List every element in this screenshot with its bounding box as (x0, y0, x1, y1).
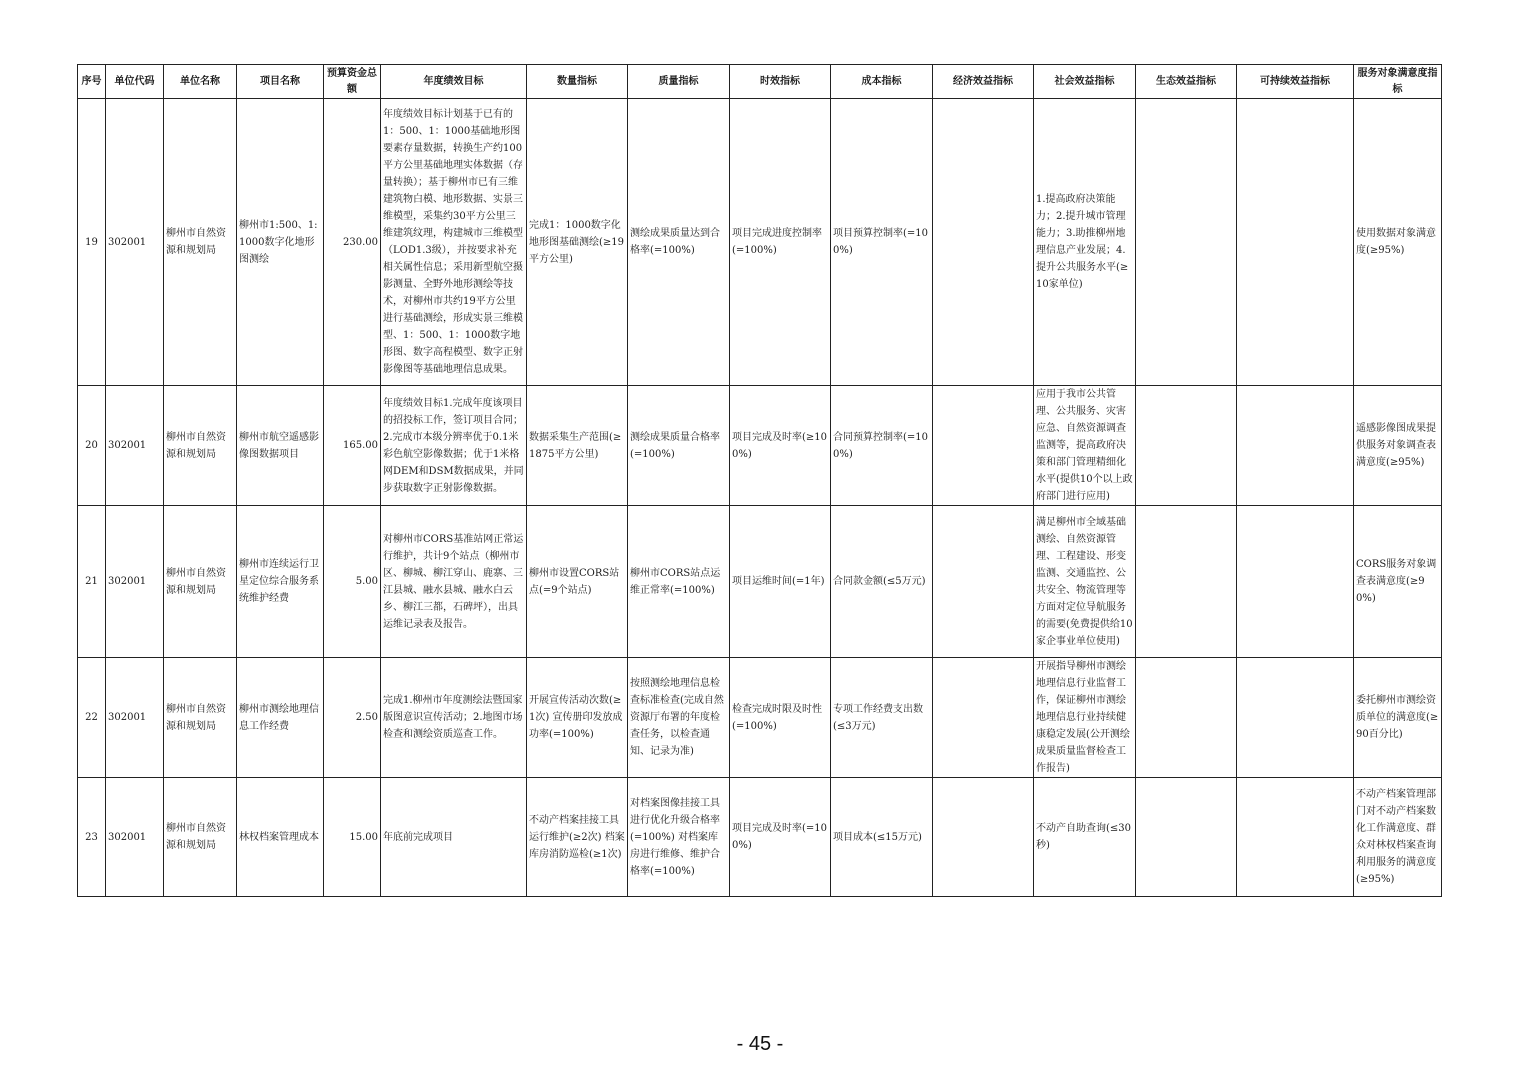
cell-sustainable (1237, 99, 1354, 386)
cell-unit-code: 302001 (106, 506, 164, 658)
cell-economic (933, 99, 1034, 386)
cell-social: 不动产自助查询(≤30秒) (1034, 778, 1136, 897)
cell-project-name: 柳州市1:500、1:1000数字化地形图测绘 (237, 99, 324, 386)
cell-budget: 2.50 (324, 658, 381, 778)
cell-unit-name: 柳州市自然资源和规划局 (164, 506, 237, 658)
cell-annual-goal: 对柳州市CORS基准站网正常运行维护，共计9个站点（柳州市区、柳城、柳江穿山、鹿寨、三江县城、融水县城、融水白云乡、柳江三都，石碑坪），出具运维记录表及报告。 (381, 506, 527, 658)
cell-annual-goal: 完成1.柳州市年度测绘法暨国家版图意识宣传活动；2.地图市场检查和测绘资质巡查工作。 (381, 658, 527, 778)
header-quantity: 数量指标 (527, 65, 628, 99)
cell-budget: 165.00 (324, 386, 381, 506)
table-row (78, 658, 1442, 778)
cell-unit-code: 302001 (106, 386, 164, 506)
cell-quality: 对档案图像挂接工具进行优化升级合格率(=100%) 对档案库房进行维修、维护合格率(=100%) (628, 778, 730, 897)
cell-ecological (1136, 386, 1237, 506)
cell-quality: 测绘成果质量达到合格率(=100%) (628, 99, 730, 386)
cell-sustainable (1237, 386, 1354, 506)
performance-table (77, 64, 1442, 897)
header-economic: 经济效益指标 (933, 65, 1034, 99)
cell-project-name: 柳州市航空遥感影像图数据项目 (237, 386, 324, 506)
cell-quantity: 数据采集生产范围(≥1875平方公里) (527, 386, 628, 506)
header-quality: 质量指标 (628, 65, 730, 99)
cell-satisfaction: 使用数据对象满意度(≥95%) (1354, 99, 1442, 386)
header-satisfaction: 服务对象满意度指标 (1354, 65, 1442, 99)
cell-quantity: 开展宣传活动次数(≥1次) 宣传册印发放成功率(=100%) (527, 658, 628, 778)
cell-sustainable (1237, 778, 1354, 897)
cell-quality: 按照测绘地理信息检查标准检查(完成自然资源厅布署的年度检查任务，以检查通知、记录为准) (628, 658, 730, 778)
cell-cost: 项目预算控制率(=100%) (831, 99, 933, 386)
cell-social: 满足柳州市全域基础测绘、自然资源管理、工程建设、形变监测、交通监控、公共安全、物流管理等方面对定位导航服务的需要(免费提供给10家企事业单位使用) (1034, 506, 1136, 658)
cell-project-name: 柳州市连续运行卫星定位综合服务系统维护经费 (237, 506, 324, 658)
cell-economic (933, 658, 1034, 778)
table-row (78, 386, 1442, 506)
cell-unit-code: 302001 (106, 658, 164, 778)
cell-budget: 5.00 (324, 506, 381, 658)
cell-cost: 项目成本(≤15万元) (831, 778, 933, 897)
header-timeliness: 时效指标 (730, 65, 831, 99)
cell-quantity: 不动产档案挂接工具运行维护(≥2次) 档案库房消防巡检(≥1次) (527, 778, 628, 897)
table-row (78, 99, 1442, 386)
header-annual-goal: 年度绩效目标 (381, 65, 527, 99)
cell-satisfaction: 遥感影像图成果提供服务对象调查表满意度(≥95%) (1354, 386, 1442, 506)
table-row (78, 778, 1442, 897)
cell-ecological (1136, 778, 1237, 897)
cell-seq: 22 (78, 658, 106, 778)
cell-cost: 合同预算控制率(=100%) (831, 386, 933, 506)
cell-annual-goal: 年底前完成项目 (381, 778, 527, 897)
cell-ecological (1136, 506, 1237, 658)
cell-ecological (1136, 99, 1237, 386)
cell-satisfaction: 委托柳州市测绘资质单位的满意度(≥90百分比) (1354, 658, 1442, 778)
table-row (78, 506, 1442, 658)
cell-unit-code: 302001 (106, 778, 164, 897)
cell-social: 应用于我市公共管理、公共服务、灾害应急、自然资源调查监测等，提高政府决策和部门管理精细化水平(提供10个以上政府部门进行应用) (1034, 386, 1136, 506)
cell-quality: 测绘成果质量合格率(=100%) (628, 386, 730, 506)
cell-seq: 19 (78, 99, 106, 386)
cell-quantity: 完成1：1000数字化地形图基础测绘(≥19平方公里) (527, 99, 628, 386)
header-unit-name: 单位名称 (164, 65, 237, 99)
cell-timeliness: 检查完成时限及时性(=100%) (730, 658, 831, 778)
cell-economic (933, 386, 1034, 506)
cell-project-name: 柳州市测绘地理信息工作经费 (237, 658, 324, 778)
header-unit-code: 单位代码 (106, 65, 164, 99)
cell-budget: 230.00 (324, 99, 381, 386)
header-ecological: 生态效益指标 (1136, 65, 1237, 99)
page-number: - 45 - (736, 1033, 784, 1055)
cell-annual-goal: 年度绩效目标计划基于已有的1：500、1：1000基础地形图要素存量数据，转换生产约100平方公里基础地理实体数据（存量转换）；基于柳州市已有三维建筑物白模、地形数据、实景三维模型，采集约30平方公里三维建筑纹理，构建城市三维模型（LOD1.3级），并按要求补充相关属性信息；采用新型航空摄影测量、全野外地形测绘等技术，对柳州市共约19平方公里进行基础测绘，形成实景三维模型、1：500、1：1000数字地形图、数字高程模型、数字正射影像图等基础地理信息成果。 (381, 99, 527, 386)
cell-seq: 23 (78, 778, 106, 897)
cell-cost: 专项工作经费支出数(≤3万元) (831, 658, 933, 778)
cell-satisfaction: CORS服务对象调查表满意度(≥90%) (1354, 506, 1442, 658)
header-sustainable: 可持续效益指标 (1237, 65, 1354, 99)
cell-unit-name: 柳州市自然资源和规划局 (164, 778, 237, 897)
cell-timeliness: 项目完成进度控制率(=100%) (730, 99, 831, 386)
cell-project-name: 林权档案管理成本 (237, 778, 324, 897)
table-header-row (78, 65, 1442, 99)
cell-social: 1.提高政府决策能力；2.提升城市管理能力；3.助推柳州地理信息产业发展；4.提升公共服务水平(≥10家单位) (1034, 99, 1136, 386)
header-seq: 序号 (78, 65, 106, 99)
cell-seq: 21 (78, 506, 106, 658)
cell-quality: 柳州市CORS站点运维正常率(=100%) (628, 506, 730, 658)
cell-economic (933, 506, 1034, 658)
cell-unit-code: 302001 (106, 99, 164, 386)
cell-social: 开展指导柳州市测绘地理信息行业监督工作，保证柳州市测绘地理信息行业持续健康稳定发展(公开测绘成果质量监督检查工作报告) (1034, 658, 1136, 778)
cell-sustainable (1237, 506, 1354, 658)
cell-quantity: 柳州市设置CORS站点(=9个站点) (527, 506, 628, 658)
cell-seq: 20 (78, 386, 106, 506)
cell-unit-name: 柳州市自然资源和规划局 (164, 658, 237, 778)
cell-cost: 合同款金额(≤5万元) (831, 506, 933, 658)
cell-budget: 15.00 (324, 778, 381, 897)
cell-unit-name: 柳州市自然资源和规划局 (164, 386, 237, 506)
cell-unit-name: 柳州市自然资源和规划局 (164, 99, 237, 386)
header-budget: 预算资金总额 (324, 65, 381, 99)
cell-timeliness: 项目完成及时率(≥100%) (730, 386, 831, 506)
cell-sustainable (1237, 658, 1354, 778)
header-social: 社会效益指标 (1034, 65, 1136, 99)
cell-annual-goal: 年度绩效目标1.完成年度该项目的招投标工作，签订项目合同；2.完成市本级分辨率优于0.1米彩色航空影像数据；优于1米格网DEM和DSM数据成果，并同步获取数字正射影像数据。 (381, 386, 527, 506)
cell-timeliness: 项目完成及时率(=100%) (730, 778, 831, 897)
header-project-name: 项目名称 (237, 65, 324, 99)
cell-ecological (1136, 658, 1237, 778)
cell-economic (933, 778, 1034, 897)
header-cost: 成本指标 (831, 65, 933, 99)
cell-satisfaction: 不动产档案管理部门对不动产档案数化工作满意度、群众对林权档案查询利用服务的满意度(≥95%) (1354, 778, 1442, 897)
cell-timeliness: 项目运维时间(=1年) (730, 506, 831, 658)
